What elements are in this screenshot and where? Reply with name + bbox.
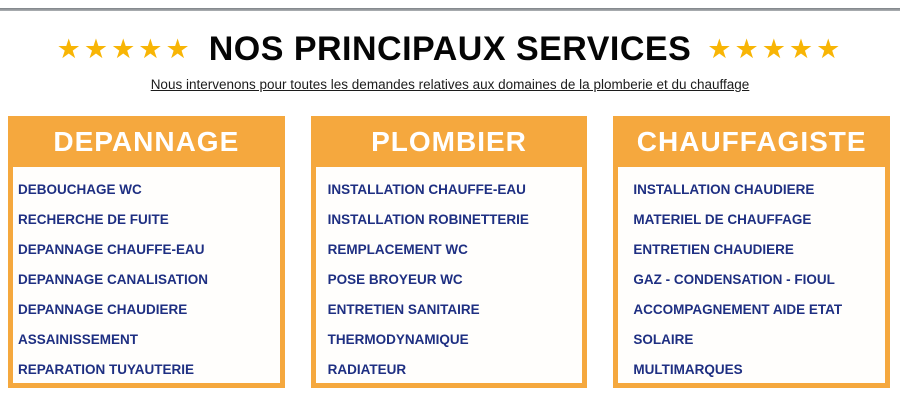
service-item: ENTRETIEN CHAUDIERE (633, 242, 794, 257)
service-item: MULTIMARQUES (633, 362, 743, 377)
service-item: RADIATEUR (327, 362, 407, 377)
card-header-depannage: DEPANNAGE (53, 126, 240, 157)
top-divider (0, 8, 900, 11)
service-item: REMPLACEMENT WC (327, 242, 468, 257)
card-header-plombier: PLOMBIER (371, 126, 527, 157)
service-item: MATERIEL DE CHAUFFAGE (633, 212, 812, 227)
service-item: INSTALLATION CHAUDIERE (633, 182, 815, 197)
service-item: ASSAINISSEMENT (18, 332, 139, 347)
subtitle-row (0, 76, 900, 94)
card-chauffagiste (613, 116, 890, 388)
card-plombier (311, 116, 588, 388)
service-item: ACCOMPAGNEMENT AIDE ETAT (633, 302, 843, 317)
service-item: RECHERCHE DE FUITE (18, 212, 169, 227)
service-item: INSTALLATION ROBINETTERIE (327, 212, 529, 227)
service-item: POSE BROYEUR WC (327, 272, 463, 287)
card-depannage (8, 116, 285, 388)
service-columns (0, 116, 900, 388)
service-item: DEPANNAGE CHAUFFE-EAU (18, 242, 205, 257)
service-item: GAZ - CONDENSATION - FIOUL (633, 272, 835, 287)
service-item: REPARATION TUYAUTERIE (18, 362, 195, 377)
card-header-chauffagiste: CHAUFFAGISTE (636, 126, 867, 157)
stars-right-icon: ★★★★★ (707, 34, 844, 64)
card-body-chauffagiste (618, 167, 885, 383)
card-body-depannage (13, 167, 280, 383)
card-body-plombier (316, 167, 583, 383)
service-item: INSTALLATION CHAUFFE-EAU (327, 182, 526, 197)
service-item: SOLAIRE (633, 332, 694, 347)
section-subtitle: Nous intervenons pour toutes les demandes relatives aux domaines de la plomberie et du chauffage (150, 77, 750, 92)
stars-left-icon: ★★★★★ (56, 34, 193, 64)
service-item: ENTRETIEN SANITAIRE (327, 302, 480, 317)
page-title: NOS PRINCIPAUX SERVICES (208, 30, 692, 68)
service-item: DEBOUCHAGE WC (18, 182, 142, 197)
service-item: DEPANNAGE CHAUDIERE (18, 302, 188, 317)
service-item: THERMODYNAMIQUE (327, 332, 469, 347)
service-item: DEPANNAGE CANALISATION (18, 272, 209, 287)
